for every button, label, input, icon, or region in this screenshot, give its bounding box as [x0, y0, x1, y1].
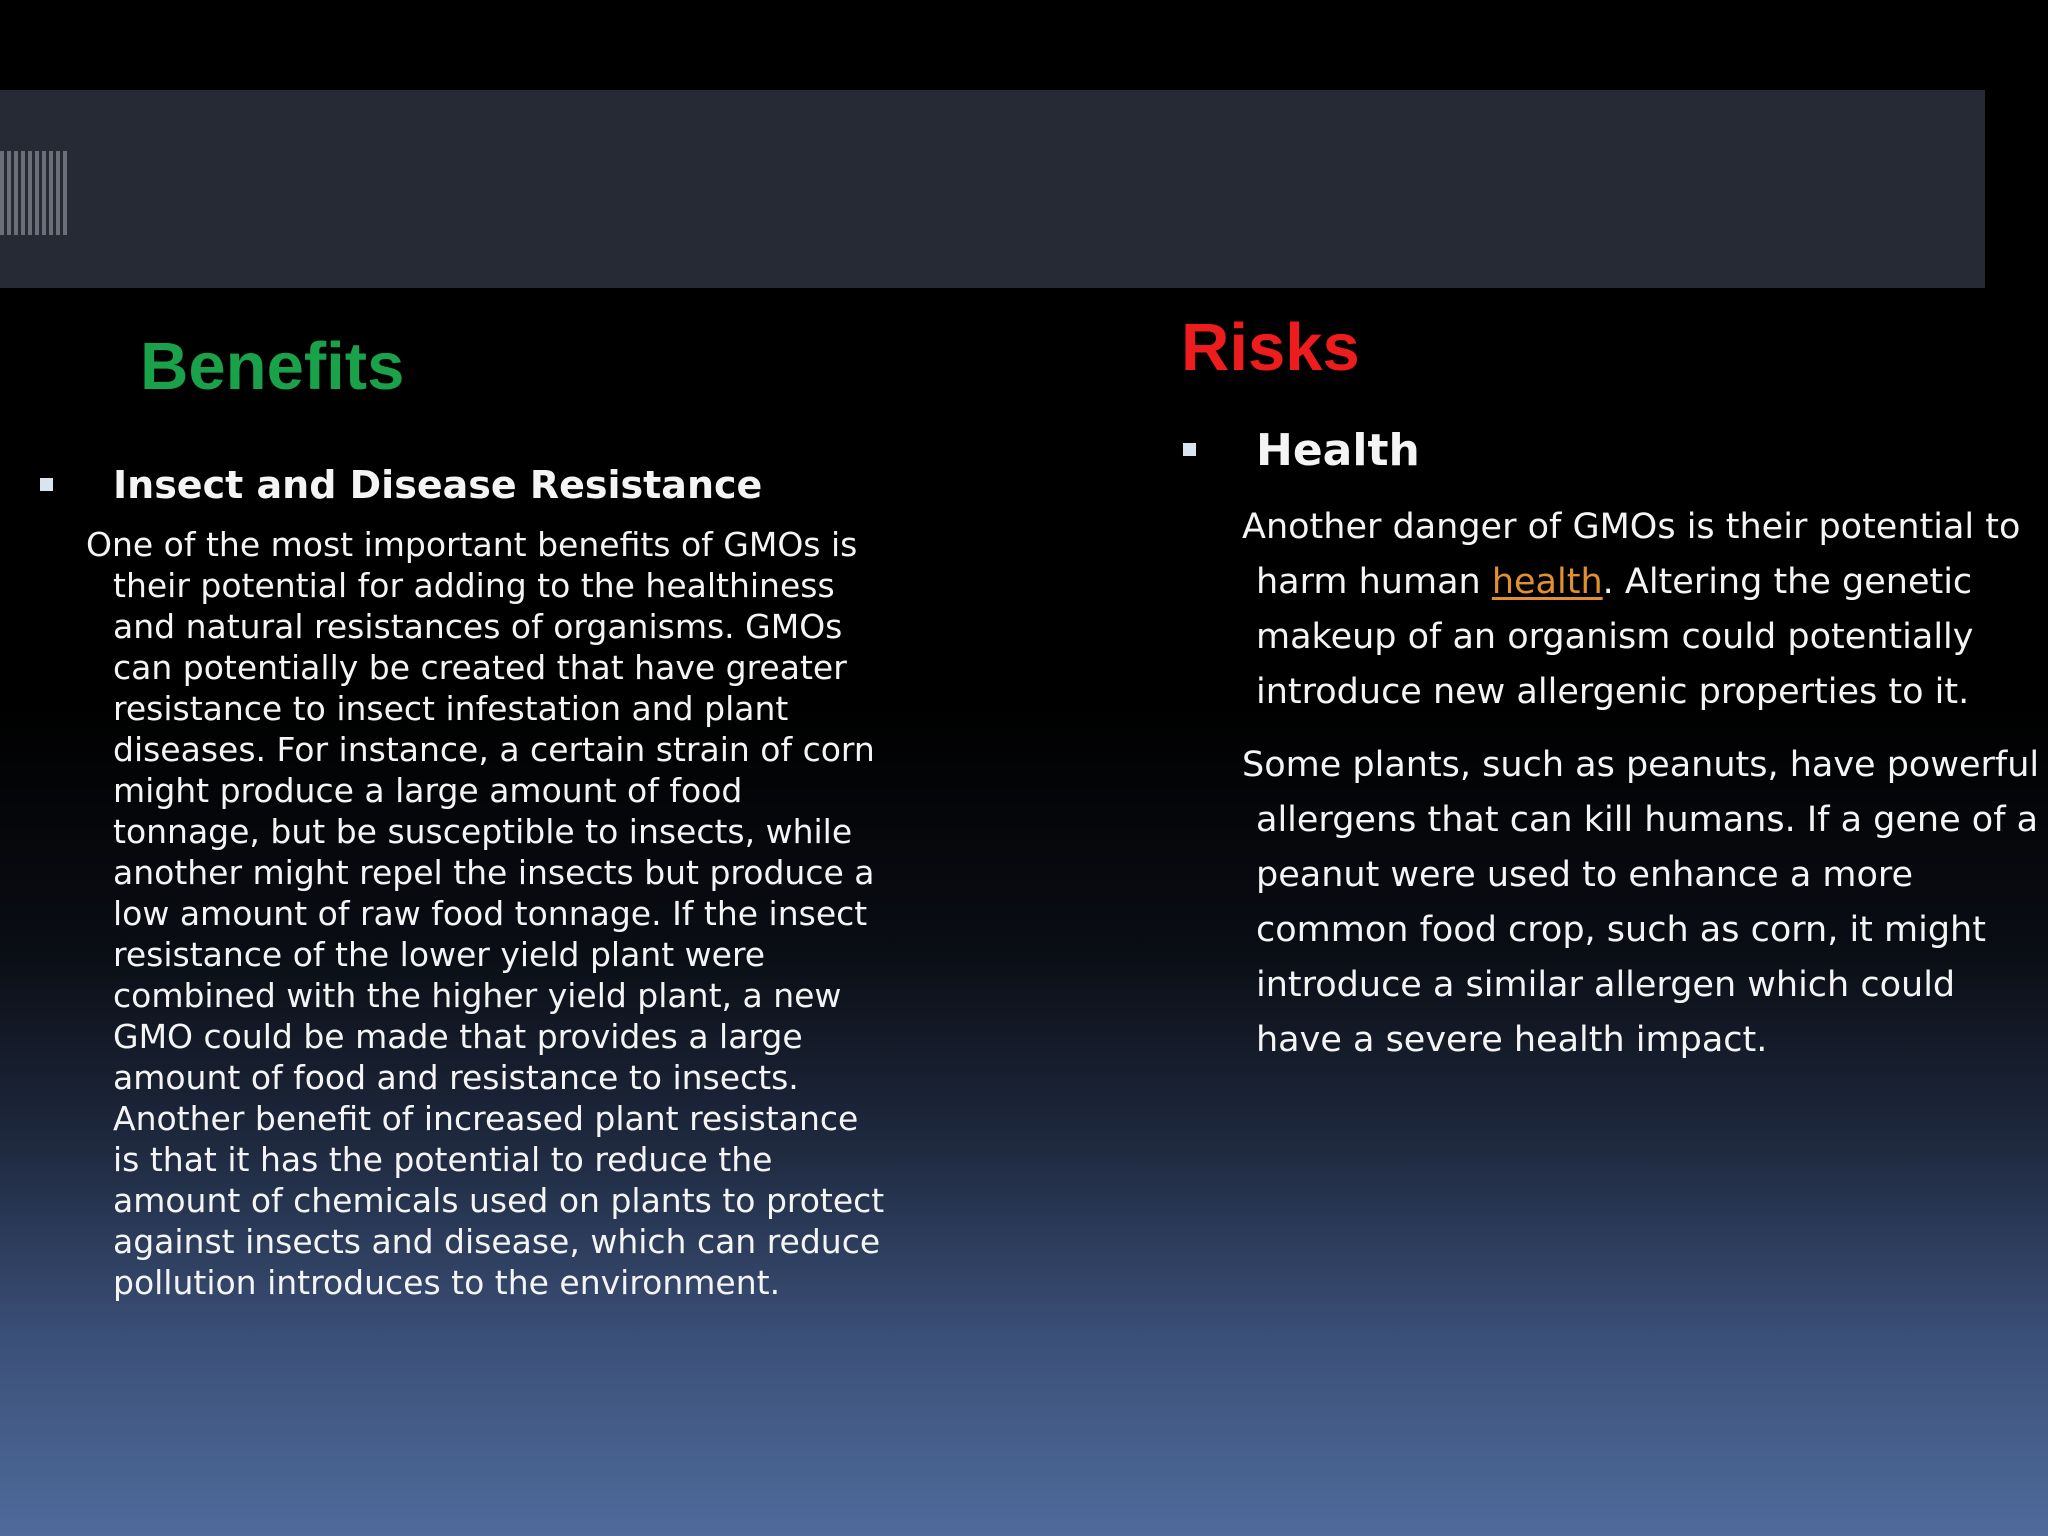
bullet-square-icon — [40, 478, 53, 491]
benefits-subheading: Insect and Disease Resistance — [113, 463, 763, 507]
decorative-stripes — [0, 151, 72, 235]
benefits-paragraph: One of the most important benefits of GMOs is their potential for adding to the healthiness and natural resistances of organisms. GMOs can potentially be created that have greater resistance to insect infestation and plant diseases. For instance, a certain strain of corn might produce a large amount of food tonnage, but be susceptible to insects, while another might repel the insects but produce a low amount of raw food tonnage. If the insect resistance of the lower yield plant were combined with the higher yield plant, a new GMO could be made that provides a large amount of food and resistance to insects. Another benefit of increased plant resistance is that it has the potential to reduce the amount of chemicals used on plants to protect against insects and disease, which can reduce pollution introduces to the environment. — [86, 525, 885, 1302]
benefits-body — [86, 524, 886, 1303]
bullet-square-icon — [1183, 443, 1196, 456]
risks-paragraph-1-end: . Altering the genetic makeup of an organism could potentially introduce new allergenic properties to it. — [1256, 562, 1974, 712]
title-band — [0, 90, 1985, 288]
risks-subheading: Health — [1256, 425, 1420, 476]
risks-body — [1242, 500, 2042, 1068]
risks-heading: Risks — [1181, 310, 1360, 385]
risks-paragraph-1-start: Another danger of GMOs is their potential to harm human — [1242, 507, 2021, 602]
health-link[interactable]: health — [1491, 562, 1603, 602]
risks-paragraph-1 — [1242, 500, 2042, 720]
benefits-heading: Benefits — [140, 329, 405, 404]
risks-paragraph-2: Some plants, such as peanuts, have powerful allergens that can kill humans. If a gene of a peanut were used to enhance a more common food crop, such as corn, it might introduce a similar allergen which could have a severe health impact. — [1242, 745, 2040, 1060]
